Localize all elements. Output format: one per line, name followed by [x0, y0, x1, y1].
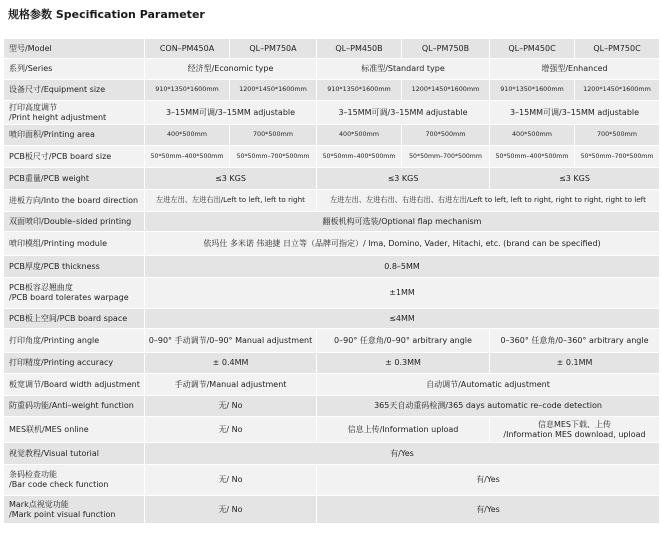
value-line: /Information MES download, upload: [503, 429, 646, 439]
row-label: 喷印面积/Printing area: [4, 125, 145, 146]
value-cell: 50*50mm–400*500mm: [490, 146, 575, 168]
table-row: [4, 374, 660, 396]
table-row: [4, 80, 660, 101]
row-label: 设备尺寸/Equipment size: [4, 80, 145, 101]
row-label: 打印角度/Printing angle: [4, 329, 145, 353]
value-cell: 50*50mm–700*500mm: [402, 146, 490, 168]
model-cell: QL–PM450C: [490, 39, 575, 59]
value-cell: 1200*1450*1600mm: [402, 80, 490, 101]
value-cell: 910*1350*1600mm: [145, 80, 230, 101]
value-cell: 无/ No: [145, 465, 317, 496]
label-line: /Print height adjustment: [9, 112, 107, 122]
model-cell: CON–PM450A: [145, 39, 230, 59]
value-cell: 经济型/Economic type: [145, 59, 317, 80]
value-cell: 左进左出、左进右出、右进右出、右进左出/Left to left, left to right, right to right, right to left: [317, 190, 660, 212]
row-label: 双面喷印/Double–sided printing: [4, 212, 145, 232]
label-line: 打印高度调节: [9, 102, 57, 112]
value-cell: 400*500mm: [490, 125, 575, 146]
row-label: 视觉教程/Visual tutorial: [4, 443, 145, 465]
row-label: 打印精度/Printing accuracy: [4, 353, 145, 374]
model-cell: QL–PM750A: [230, 39, 317, 59]
row-label: [4, 278, 145, 309]
label-line: /Mark point visual function: [9, 509, 116, 519]
table-row: [4, 329, 660, 353]
row-label: [4, 496, 145, 524]
table-row: [4, 353, 660, 374]
value-cell: 400*500mm: [317, 125, 402, 146]
specification-table: [3, 38, 660, 524]
row-label: MES联机/MES online: [4, 417, 145, 443]
value-cell: 700*500mm: [402, 125, 490, 146]
value-cell: 无/ No: [145, 417, 317, 443]
row-label: 进板方向/Into the board direction: [4, 190, 145, 212]
value-cell: 365天自动重码检测/365 days automatic re–code detection: [317, 396, 660, 417]
row-label: PCB重量/PCB weight: [4, 168, 145, 190]
table-row: [4, 465, 660, 496]
table-row: [4, 417, 660, 443]
value-cell: 无/ No: [145, 496, 317, 524]
value-cell: 依玛仕 多米诺 伟迪捷 日立等（品牌可指定）/ Ima, Domino, Vader, Hitachi, etc. (brand can be specified): [145, 232, 660, 256]
label-line: 条码检查功能: [9, 470, 57, 480]
page-title: 规格参数 Specification Parameter: [8, 8, 205, 21]
value-cell: 0.8–5MM: [145, 256, 660, 278]
value-cell: 1200*1450*1600mm: [230, 80, 317, 101]
value-cell: 0–90° 手动调节/0–90° Manual adjustment: [145, 329, 317, 353]
row-label: 型号/Model: [4, 39, 145, 59]
table-row: [4, 190, 660, 212]
value-cell: 700*500mm: [575, 125, 660, 146]
model-cell: QL–PM750B: [402, 39, 490, 59]
value-cell: 自动调节/Automatic adjustment: [317, 374, 660, 396]
label-line: Mark点视觉功能: [9, 499, 69, 509]
value-cell: ± 0.4MM: [145, 353, 317, 374]
value-cell: ± 0.1MM: [490, 353, 660, 374]
value-cell: 手动调节/Manual adjustment: [145, 374, 317, 396]
value-cell: 有/Yes: [317, 465, 660, 496]
value-cell: ≤4MM: [145, 309, 660, 329]
table-row: [4, 146, 660, 168]
table-row: [4, 309, 660, 329]
value-cell: ≤3 KGS: [145, 168, 317, 190]
value-cell: 翻板机构可选装/Optional flap mechanism: [145, 212, 660, 232]
table-row: [4, 256, 660, 278]
value-cell: 50*50mm–400*500mm: [317, 146, 402, 168]
value-cell: 50*50mm–400*500mm: [145, 146, 230, 168]
table-row: [4, 39, 660, 59]
value-cell: 信息上传/Information upload: [317, 417, 490, 443]
table-row: [4, 168, 660, 190]
value-cell: ± 0.3MM: [317, 353, 490, 374]
value-cell: 910*1350*1600mm: [317, 80, 402, 101]
value-cell: 3–15MM可调/3–15MM adjustable: [490, 101, 660, 125]
value-cell: 1200*1450*1600mm: [575, 80, 660, 101]
label-line: PCB板容忍翘曲度: [9, 283, 73, 293]
value-cell: ±1MM: [145, 278, 660, 309]
table-row: [4, 396, 660, 417]
row-label: [4, 465, 145, 496]
table-row: [4, 443, 660, 465]
row-label: 防重码功能/Anti–weight function: [4, 396, 145, 417]
value-cell: 左进左出、左进右出/Left to left, left to right: [145, 190, 317, 212]
value-cell: 3–15MM可调/3–15MM adjustable: [145, 101, 317, 125]
value-cell: 有/Yes: [145, 443, 660, 465]
table-row: [4, 278, 660, 309]
table-row: [4, 212, 660, 232]
value-cell: 910*1350*1600mm: [490, 80, 575, 101]
row-label: PCB板尺寸/PCB board size: [4, 146, 145, 168]
row-label: PCB厚度/PCB thickness: [4, 256, 145, 278]
table-row: [4, 496, 660, 524]
table-row: [4, 125, 660, 146]
value-cell: 增强型/Enhanced: [490, 59, 660, 80]
label-line: /PCB board tolerates warpage: [9, 293, 129, 302]
value-cell: ≤3 KGS: [490, 168, 660, 190]
value-cell: [490, 417, 660, 443]
row-label: 系列/Series: [4, 59, 145, 80]
row-label: 板宽调节/Board width adjustment: [4, 374, 145, 396]
row-label: 喷印模组/Printing module: [4, 232, 145, 256]
table-row: [4, 101, 660, 125]
row-label: [4, 101, 145, 125]
label-line: /Bar code check function: [9, 480, 109, 489]
value-cell: ≤3 KGS: [317, 168, 490, 190]
value-cell: 标准型/Standard type: [317, 59, 490, 80]
value-cell: 700*500mm: [230, 125, 317, 146]
value-line: 信息MES下载、上传: [537, 419, 612, 429]
row-label: PCB板上空间/PCB board space: [4, 309, 145, 329]
value-cell: 无/ No: [145, 396, 317, 417]
table-row: [4, 232, 660, 256]
value-cell: 400*500mm: [145, 125, 230, 146]
model-cell: QL–PM750C: [575, 39, 660, 59]
value-cell: 有/Yes: [317, 496, 660, 524]
value-cell: 3–15MM可调/3–15MM adjustable: [317, 101, 490, 125]
table-row: [4, 59, 660, 80]
value-cell: 0–360° 任意角/0–360° arbitrary angle: [490, 329, 660, 353]
value-cell: 50*50mm–700*500mm: [230, 146, 317, 168]
model-cell: QL–PM450B: [317, 39, 402, 59]
value-cell: 0–90° 任意角/0–90° arbitrary angle: [317, 329, 490, 353]
value-cell: 50*50mm–700*500mm: [575, 146, 660, 168]
